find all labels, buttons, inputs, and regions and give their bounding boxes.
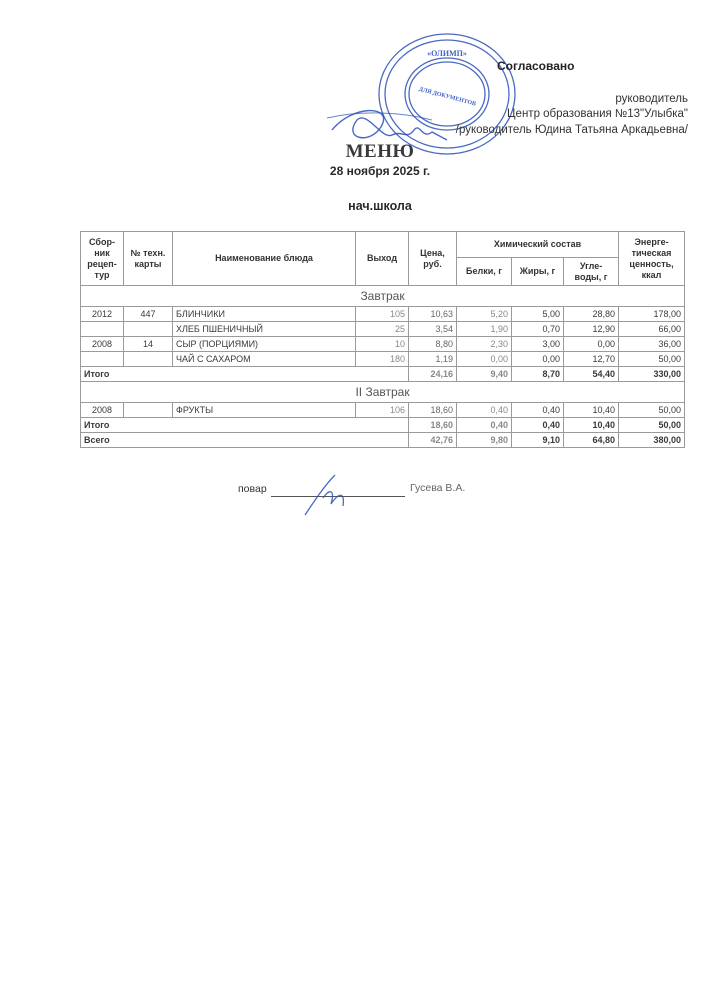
- total-proteins: 0,40: [457, 418, 512, 433]
- total-label: Итого: [81, 418, 409, 433]
- total-energy: 330,00: [619, 367, 685, 382]
- cell-dish: БЛИНЧИКИ: [173, 307, 356, 322]
- cell-collection: 2008: [81, 403, 124, 418]
- cell-fats: 3,00: [512, 337, 564, 352]
- total-price: 24,16: [409, 367, 457, 382]
- cell-proteins: 5,20: [457, 307, 512, 322]
- grand-total-price: 42,76: [409, 433, 457, 448]
- cell-carbs: 12,90: [564, 322, 619, 337]
- cell-proteins: 2,30: [457, 337, 512, 352]
- cell-collection: [81, 352, 124, 367]
- cell-collection: 2012: [81, 307, 124, 322]
- cell-fats: 0,70: [512, 322, 564, 337]
- menu-date: 28 ноября 2025 г.: [329, 164, 431, 178]
- header-fats: Жиры, г: [512, 258, 564, 286]
- table-row: [81, 337, 685, 352]
- stamp-label: «ОЛИМП»: [427, 49, 467, 58]
- total-row: [81, 418, 685, 433]
- cell-price: 18,60: [409, 403, 457, 418]
- total-fats: 0,40: [512, 418, 564, 433]
- header-chem: Химический состав: [457, 232, 619, 258]
- cell-energy: 66,00: [619, 322, 685, 337]
- cell-collection: [81, 322, 124, 337]
- cell-energy: 50,00: [619, 352, 685, 367]
- cell-yield: 105: [356, 307, 409, 322]
- section-row: [81, 382, 685, 403]
- cell-card-no: [124, 322, 173, 337]
- cell-yield: 180: [356, 352, 409, 367]
- cell-energy: 178,00: [619, 307, 685, 322]
- cell-price: 1,19: [409, 352, 457, 367]
- cell-card-no: [124, 352, 173, 367]
- cell-card-no: 14: [124, 337, 173, 352]
- approval-organization: Центр образования №13"Улыбка": [507, 108, 688, 120]
- cell-price: 3,54: [409, 322, 457, 337]
- cell-price: 8,80: [409, 337, 457, 352]
- cell-dish: СЫР (ПОРЦИЯМИ): [173, 337, 356, 352]
- table-row: [81, 307, 685, 322]
- section-title: II Завтрак: [81, 382, 685, 403]
- header-carbs: Угле-воды, г: [564, 258, 619, 286]
- cell-fats: 0,00: [512, 352, 564, 367]
- total-price: 18,60: [409, 418, 457, 433]
- cell-yield: 106: [356, 403, 409, 418]
- total-fats: 8,70: [512, 367, 564, 382]
- cell-carbs: 28,80: [564, 307, 619, 322]
- cook-name: Гусева В.А.: [410, 482, 466, 494]
- table-row: [81, 352, 685, 367]
- approval-signatory: /руководитель Юдина Татьяна Аркадьевна/: [455, 124, 688, 136]
- cell-yield: 10: [356, 337, 409, 352]
- total-carbs: 54,40: [564, 367, 619, 382]
- table-row: [81, 322, 685, 337]
- grand-total-fats: 9,10: [512, 433, 564, 448]
- header-dish: Наименование блюда: [173, 232, 356, 286]
- cell-dish: ЧАЙ С САХАРОМ: [173, 352, 356, 367]
- menu-table: [80, 231, 685, 448]
- total-proteins: 9,40: [457, 367, 512, 382]
- cell-carbs: 12,70: [564, 352, 619, 367]
- header-card-no: № техн. карты: [124, 232, 173, 286]
- total-energy: 50,00: [619, 418, 685, 433]
- section-title: Завтрак: [81, 286, 685, 307]
- cell-fats: 5,00: [512, 307, 564, 322]
- grand-total-energy: 380,00: [619, 433, 685, 448]
- header-proteins: Белки, г: [457, 258, 512, 286]
- grand-total-row: [81, 433, 685, 448]
- total-carbs: 10,40: [564, 418, 619, 433]
- grand-total-carbs: 64,80: [564, 433, 619, 448]
- header-collection: Сбор-ник рецеп-тур: [81, 232, 124, 286]
- approval-position: руководитель: [615, 93, 688, 105]
- cell-dish: ФРУКТЫ: [173, 403, 356, 418]
- cell-energy: 50,00: [619, 403, 685, 418]
- cell-card-no: 447: [124, 307, 173, 322]
- grand-total-label: Всего: [81, 433, 409, 448]
- cell-carbs: 10,40: [564, 403, 619, 418]
- cell-proteins: 1,90: [457, 322, 512, 337]
- cook-label: повар: [238, 483, 267, 495]
- cell-carbs: 0,00: [564, 337, 619, 352]
- approval-heading: Согласовано: [497, 59, 575, 73]
- page-title: МЕНЮ: [345, 141, 415, 162]
- menu-subtitle: нач.школа: [348, 199, 412, 213]
- section-row: [81, 286, 685, 307]
- header-price: Цена, руб.: [409, 232, 457, 286]
- cook-signature-icon: [295, 470, 365, 520]
- cell-card-no: [124, 403, 173, 418]
- cell-proteins: 0,00: [457, 352, 512, 367]
- cell-fats: 0,40: [512, 403, 564, 418]
- header-energy: Энерге-тическая ценность, ккал: [619, 232, 685, 286]
- cell-yield: 25: [356, 322, 409, 337]
- cell-proteins: 0,40: [457, 403, 512, 418]
- cell-energy: 36,00: [619, 337, 685, 352]
- cell-dish: ХЛЕБ ПШЕНИЧНЫЙ: [173, 322, 356, 337]
- total-row: [81, 367, 685, 382]
- cell-price: 10,63: [409, 307, 457, 322]
- stamp-sub-label: ДЛЯ ДОКУМЕНТОВ: [418, 86, 477, 108]
- table-row: [81, 403, 685, 418]
- grand-total-proteins: 9,80: [457, 433, 512, 448]
- cell-collection: 2008: [81, 337, 124, 352]
- header-yield: Выход: [356, 232, 409, 286]
- total-label: Итого: [81, 367, 409, 382]
